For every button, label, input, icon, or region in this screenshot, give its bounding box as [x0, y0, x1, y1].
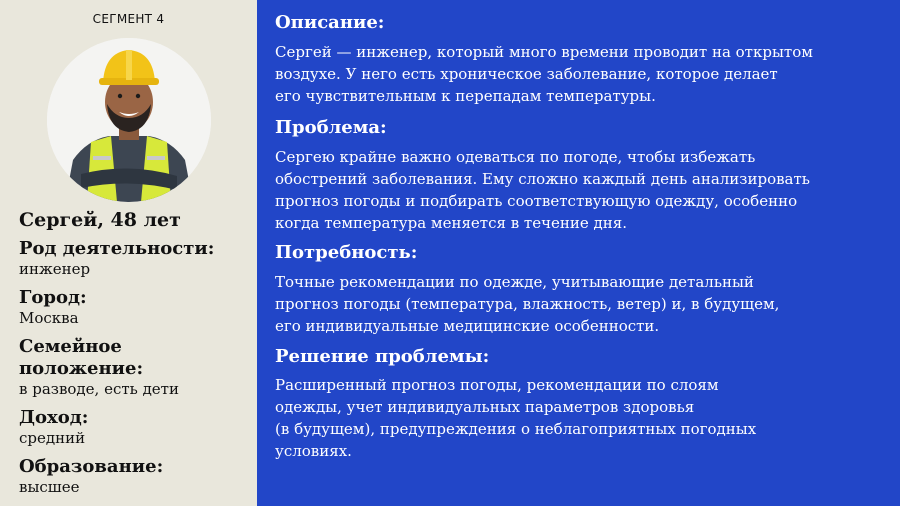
section-text-need: Точные рекомендации по одежде, учитывающие детальный прогноз погоды (температура, влажность, ветер) и, в будущем, его индивидуальные медицинские особенности.: [275, 273, 780, 335]
profile-panel: [0, 0, 257, 506]
field-income: [19, 407, 251, 448]
field-value: высшее: [19, 478, 80, 496]
field-value: инженер: [19, 260, 91, 278]
section-text-solution: Расширенный прогноз погоды, рекомендации по слоям одежды, учет индивидуальных параметров здоровья (в будущем), предупреждения о неблагоприятных погодных условиях.: [275, 376, 757, 460]
field-education: [19, 456, 251, 497]
field-label: Род деятельности:: [19, 238, 215, 259]
field-occupation: [19, 238, 251, 279]
avatar: [47, 38, 211, 202]
field-value: средний: [19, 429, 86, 447]
section-title-problem: Проблема:: [275, 117, 387, 138]
section-title-description: Описание:: [275, 12, 385, 33]
field-city: [19, 287, 251, 328]
section-text-description: Сергей — инженер, который много времени проводит на открытом воздухе. У него есть хроническое заболевание, которое делает его чувствительным к перепадам температуры.: [275, 43, 813, 105]
field-value: Москва: [19, 309, 79, 327]
section-text-problem: Сергею крайне важно одеваться по погоде, чтобы избежать обострений заболевания. Ему сложно каждый день анализировать прогноз погоды и подбирать соответствующую одежду, особенно когда температура меняется в течение дня.: [275, 148, 810, 232]
field-label: Семейное положение:: [19, 336, 144, 379]
field-label: Образование:: [19, 456, 164, 477]
field-label: Доход:: [19, 407, 89, 428]
details-panel: [257, 0, 900, 506]
persona-name: Сергей, 48 лет: [19, 209, 181, 231]
field-marital-status: [19, 336, 251, 399]
engineer-portrait: [47, 38, 211, 202]
segment-label: СЕГМЕНТ 4: [92, 12, 165, 26]
section-title-need: Потребность:: [275, 242, 418, 263]
profile-info: [19, 208, 251, 505]
field-value: в разводе, есть дети: [19, 380, 179, 398]
section-title-solution: Решение проблемы:: [275, 346, 490, 367]
field-label: Город:: [19, 287, 87, 308]
